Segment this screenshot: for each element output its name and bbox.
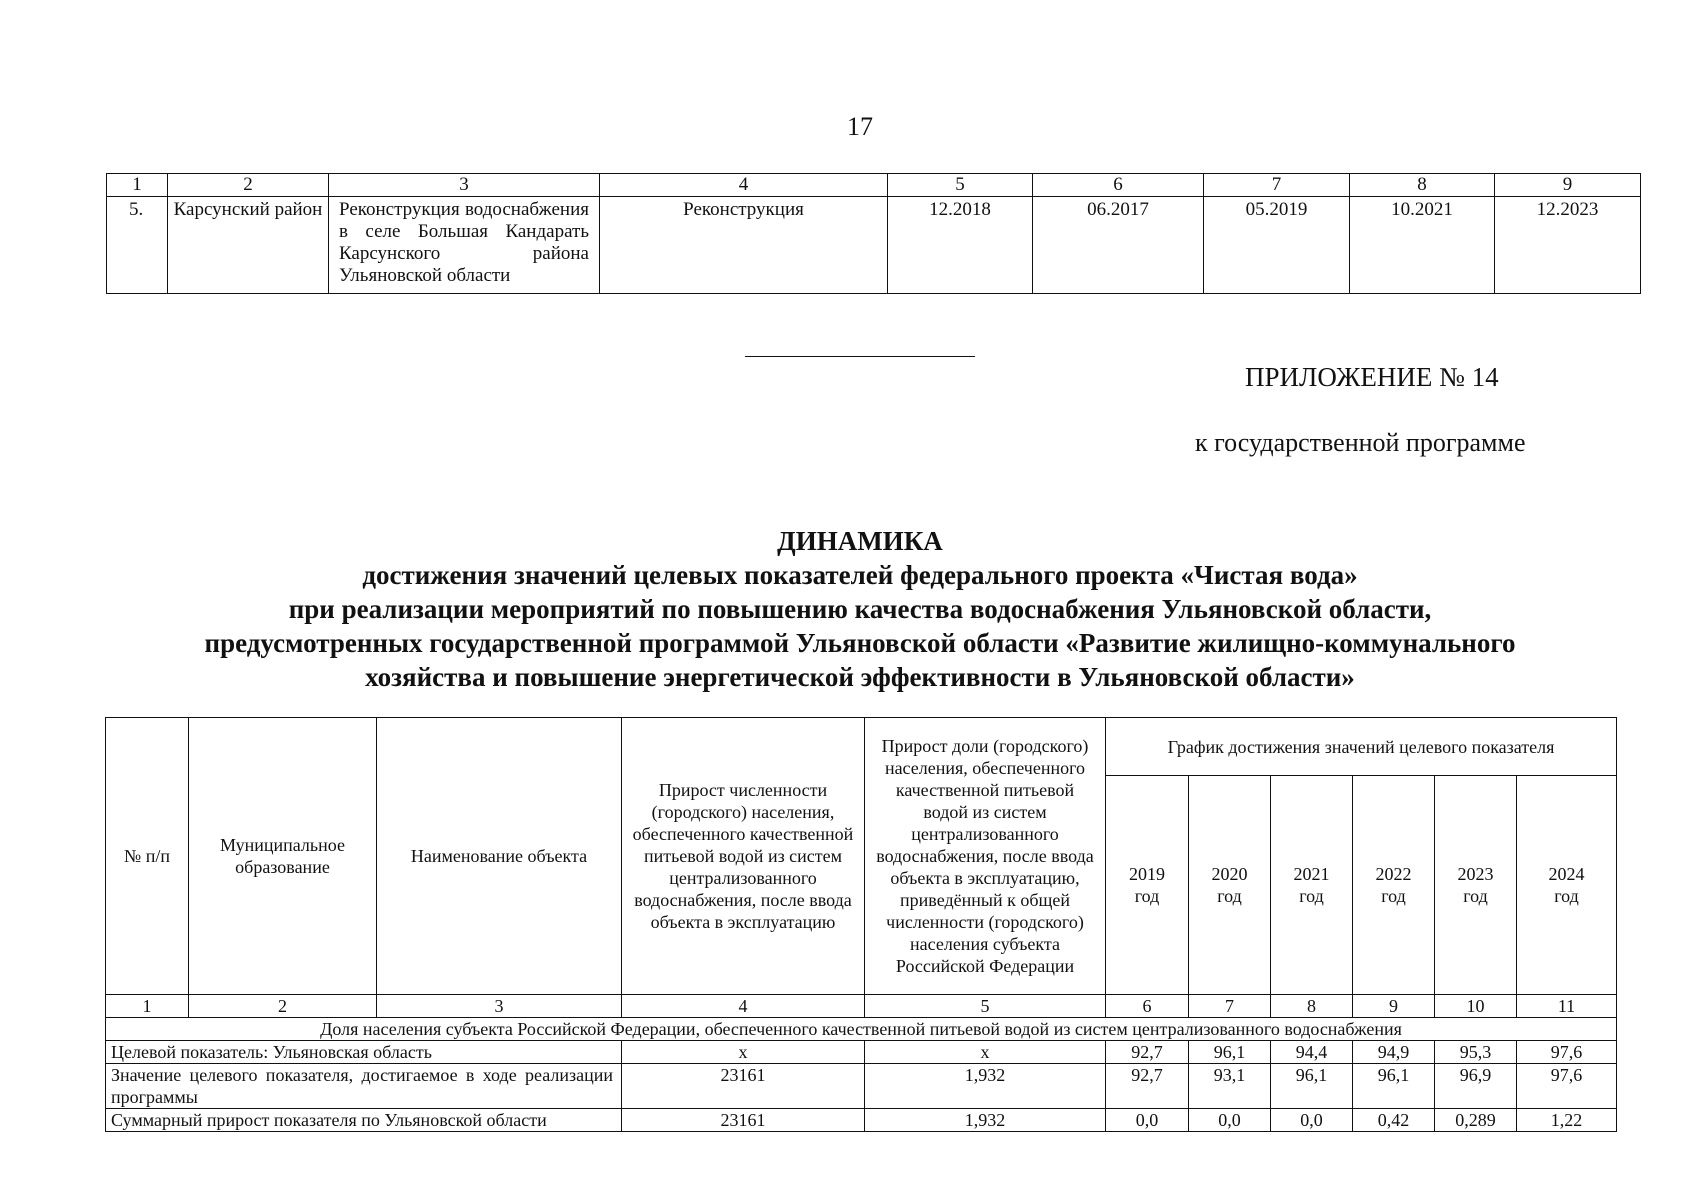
- year-value: 94,4: [1271, 1041, 1353, 1064]
- date-cell: 12.2018: [888, 197, 1033, 294]
- dynamics-table: [105, 717, 1617, 1132]
- year-value: 93,1: [1189, 1064, 1271, 1109]
- column-number: 5: [888, 174, 1033, 197]
- year-value: 94,9: [1353, 1041, 1435, 1064]
- date-cell: 05.2019: [1204, 197, 1350, 294]
- value-cell: х: [622, 1041, 865, 1064]
- year-value: 0,289: [1435, 1109, 1517, 1132]
- appendix-subtitle: к государственной программе: [1195, 428, 1526, 457]
- column-number: 10: [1435, 995, 1517, 1018]
- year-value: 97,6: [1517, 1064, 1617, 1109]
- date-cell: 12.2023: [1495, 197, 1641, 294]
- column-number: 8: [1350, 174, 1495, 197]
- column-number: 7: [1204, 174, 1350, 197]
- column-number: 9: [1353, 995, 1435, 1018]
- column-number: 1: [106, 995, 189, 1018]
- header-municipality: Муниципальное образование: [189, 718, 377, 995]
- heading-line: при реализации мероприятий по повышению качества водоснабжения Ульяновской области,: [288, 594, 1432, 624]
- heading-line: предусмотренных государственной программой Ульяновской области «Развитие жилищно-коммунального: [204, 628, 1516, 658]
- continuation-table: [106, 173, 1641, 294]
- date-cell: 10.2021: [1350, 197, 1495, 294]
- header-year: 2024 год: [1517, 776, 1617, 995]
- heading-line: достижения значений целевых показателей федерального проекта «Чистая вода»: [362, 560, 1358, 590]
- section-title: Доля населения субъекта Российской Федерации, обеспеченного качественной питьевой водой из систем централизованного водоснабжения: [106, 1018, 1617, 1041]
- section-row: [106, 1018, 1617, 1041]
- value-cell: 23161: [622, 1109, 865, 1132]
- value-cell: 1,932: [865, 1064, 1106, 1109]
- column-number: 4: [622, 995, 865, 1018]
- row-label: Целевой показатель: Ульяновская область: [106, 1041, 622, 1064]
- header-row: [106, 718, 1617, 776]
- year-value: 0,0: [1189, 1109, 1271, 1132]
- column-number: 7: [1189, 995, 1271, 1018]
- header-year: 2022 год: [1353, 776, 1435, 995]
- year-value: 92,7: [1106, 1064, 1189, 1109]
- year-value: 96,1: [1271, 1064, 1353, 1109]
- column-number: 3: [329, 174, 600, 197]
- row-number: 5.: [107, 197, 168, 294]
- year-value: 0,42: [1353, 1109, 1435, 1132]
- column-number: 6: [1106, 995, 1189, 1018]
- header-num: № п/п: [106, 718, 189, 995]
- object-name-cell: Реконструкция водоснабжения в селе Большая Кандарать Карсунского района Ульяновской области: [329, 197, 600, 294]
- page-number: 17: [847, 112, 873, 141]
- column-number: 4: [600, 174, 888, 197]
- year-value: 1,22: [1517, 1109, 1617, 1132]
- year-value: 92,7: [1106, 1041, 1189, 1064]
- table-row: [107, 197, 1641, 294]
- header-object: Наименование объекта: [377, 718, 622, 995]
- document-heading: [0, 524, 1698, 694]
- table-row: [106, 1064, 1617, 1109]
- separator-line: [745, 356, 975, 357]
- column-number: 8: [1271, 995, 1353, 1018]
- date-cell: 06.2017: [1033, 197, 1204, 294]
- value-cell: 23161: [622, 1064, 865, 1109]
- column-number: 2: [189, 995, 377, 1018]
- column-number: 3: [377, 995, 622, 1018]
- year-value: 96,1: [1353, 1064, 1435, 1109]
- column-number: 9: [1495, 174, 1641, 197]
- year-value: 95,3: [1435, 1041, 1517, 1064]
- header-year: 2023 год: [1435, 776, 1517, 995]
- table-row: [106, 1109, 1617, 1132]
- header-growth-count: Прирост численности (городского) населения, обеспеченного качественной питьевой водой из систем централизованного водоснабжения, после ввода объекта в эксплуатацию: [622, 718, 865, 995]
- column-number: 1: [107, 174, 168, 197]
- header-year: 2019 год: [1106, 776, 1189, 995]
- appendix-title: ПРИЛОЖЕНИЕ № 14: [1245, 362, 1499, 392]
- header-growth-share: Прирост доли (городского) населения, обеспеченного качественной питьевой водой из систем централизованного водоснабжения, после ввода объекта в эксплуатацию, приведённый к общей численности (городского) населения субъекта Российской Федерации: [865, 718, 1106, 995]
- row-label: Значение целевого показателя, достигаемое в ходе реализации программы: [106, 1064, 622, 1109]
- year-value: 0,0: [1271, 1109, 1353, 1132]
- header-year: 2020 год: [1189, 776, 1271, 995]
- work-type-cell: Реконструкция: [600, 197, 888, 294]
- district-cell: Карсунский район: [168, 197, 329, 294]
- column-numbers-row: [106, 995, 1617, 1018]
- column-number: 2: [168, 174, 329, 197]
- continuation-table-header-row: [107, 174, 1641, 197]
- year-value: 97,6: [1517, 1041, 1617, 1064]
- year-value: 96,9: [1435, 1064, 1517, 1109]
- header-year: 2021 год: [1271, 776, 1353, 995]
- year-value: 0,0: [1106, 1109, 1189, 1132]
- heading-line: хозяйства и повышение энергетической эффективности в Ульяновской области»: [365, 662, 1355, 692]
- column-number: 11: [1517, 995, 1617, 1018]
- heading-line: ДИНАМИКА: [777, 526, 943, 556]
- column-number: 6: [1033, 174, 1204, 197]
- table-row: [106, 1041, 1617, 1064]
- value-cell: х: [865, 1041, 1106, 1064]
- year-value: 96,1: [1189, 1041, 1271, 1064]
- header-schedule: График достижения значений целевого показателя: [1106, 718, 1617, 776]
- value-cell: 1,932: [865, 1109, 1106, 1132]
- row-label: Суммарный прирост показателя по Ульяновской области: [106, 1109, 622, 1132]
- column-number: 5: [865, 995, 1106, 1018]
